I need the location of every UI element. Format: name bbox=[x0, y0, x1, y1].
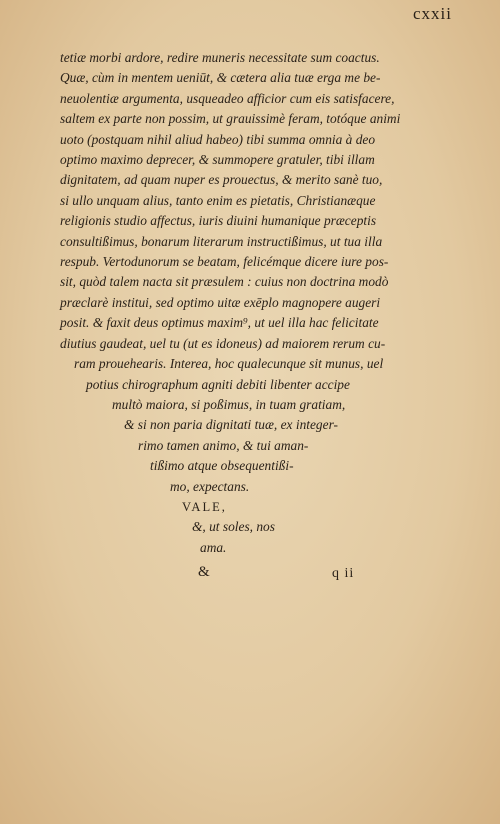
text-line: ram prouehearis. Interea, hoc qualecunque sit munus, uel bbox=[74, 356, 384, 372]
folio-number: cxxii bbox=[413, 4, 452, 23]
text-line: saltem ex parte non possim, ut grauissimè feram, totóque animi bbox=[60, 111, 401, 127]
text-line: respub. Vertodunorum se beatam, felicémque dicere iure pos- bbox=[60, 254, 389, 270]
text-line: uoto (postquam nihil aliud habeo) tibi summa omnia à deo bbox=[60, 131, 376, 147]
text-line: tetiæ morbi ardore, redire muneris necessitate sum coactus. bbox=[60, 50, 380, 65]
text-line: diutius gaudeat, uel tu (ut es idoneus) ad maiorem rerum cu- bbox=[60, 335, 386, 351]
text-line: multò maiora, si poßimus, in tuam gratiam, bbox=[112, 396, 346, 412]
text-line: optimo maximo deprecer, & summopere gratuler, tibi illam bbox=[60, 152, 375, 168]
text-line: potius chirographum agniti debiti libenter accipe bbox=[86, 376, 350, 392]
catchword: & bbox=[198, 564, 210, 580]
text-line: posit. & faxit deus optimus maxim⁹, ut uel illa hac felicitate bbox=[60, 315, 379, 331]
text-line: tißimo atque obsequentißi- bbox=[150, 458, 294, 474]
text-line: præclarè institui, sed optimo uitæ exēplo magnopere augeri bbox=[60, 294, 381, 310]
text-line: & si non paria dignitati tuæ, ex integer- bbox=[124, 417, 338, 433]
text-line: dignitatem, ad quam nuper es prouectus, & merito sanè tuo, bbox=[60, 172, 383, 188]
text-line: Quæ, cùm in mentem ueniūt, & cætera alia tuæ erga me be- bbox=[60, 70, 381, 86]
letter-text bbox=[60, 48, 440, 558]
text-line: consultißimus, bonarum literarum instructißimus, ut tua illa bbox=[60, 233, 383, 249]
text-line: religionis studio affectus, iuris diuini humanique præceptis bbox=[60, 213, 377, 229]
signature-mark: q ii bbox=[332, 566, 355, 581]
text-line: VALE, bbox=[182, 499, 227, 514]
text-line: neuolentiæ argumenta, usqueadeo afficior cum eis satisfacere, bbox=[60, 90, 395, 106]
text-line: sit, quòd talem nacta sit præsulem : cuius non doctrina modò bbox=[60, 274, 389, 290]
text-line: ama. bbox=[200, 539, 227, 555]
text-line: rimo tamen animo, & tui aman- bbox=[138, 437, 309, 453]
text-line: mo, expectans. bbox=[170, 478, 250, 494]
text-line: &, ut soles, nos bbox=[192, 519, 275, 535]
text-line: si ullo unquam alius, tanto enim es pietatis, Christianæque bbox=[60, 192, 376, 208]
